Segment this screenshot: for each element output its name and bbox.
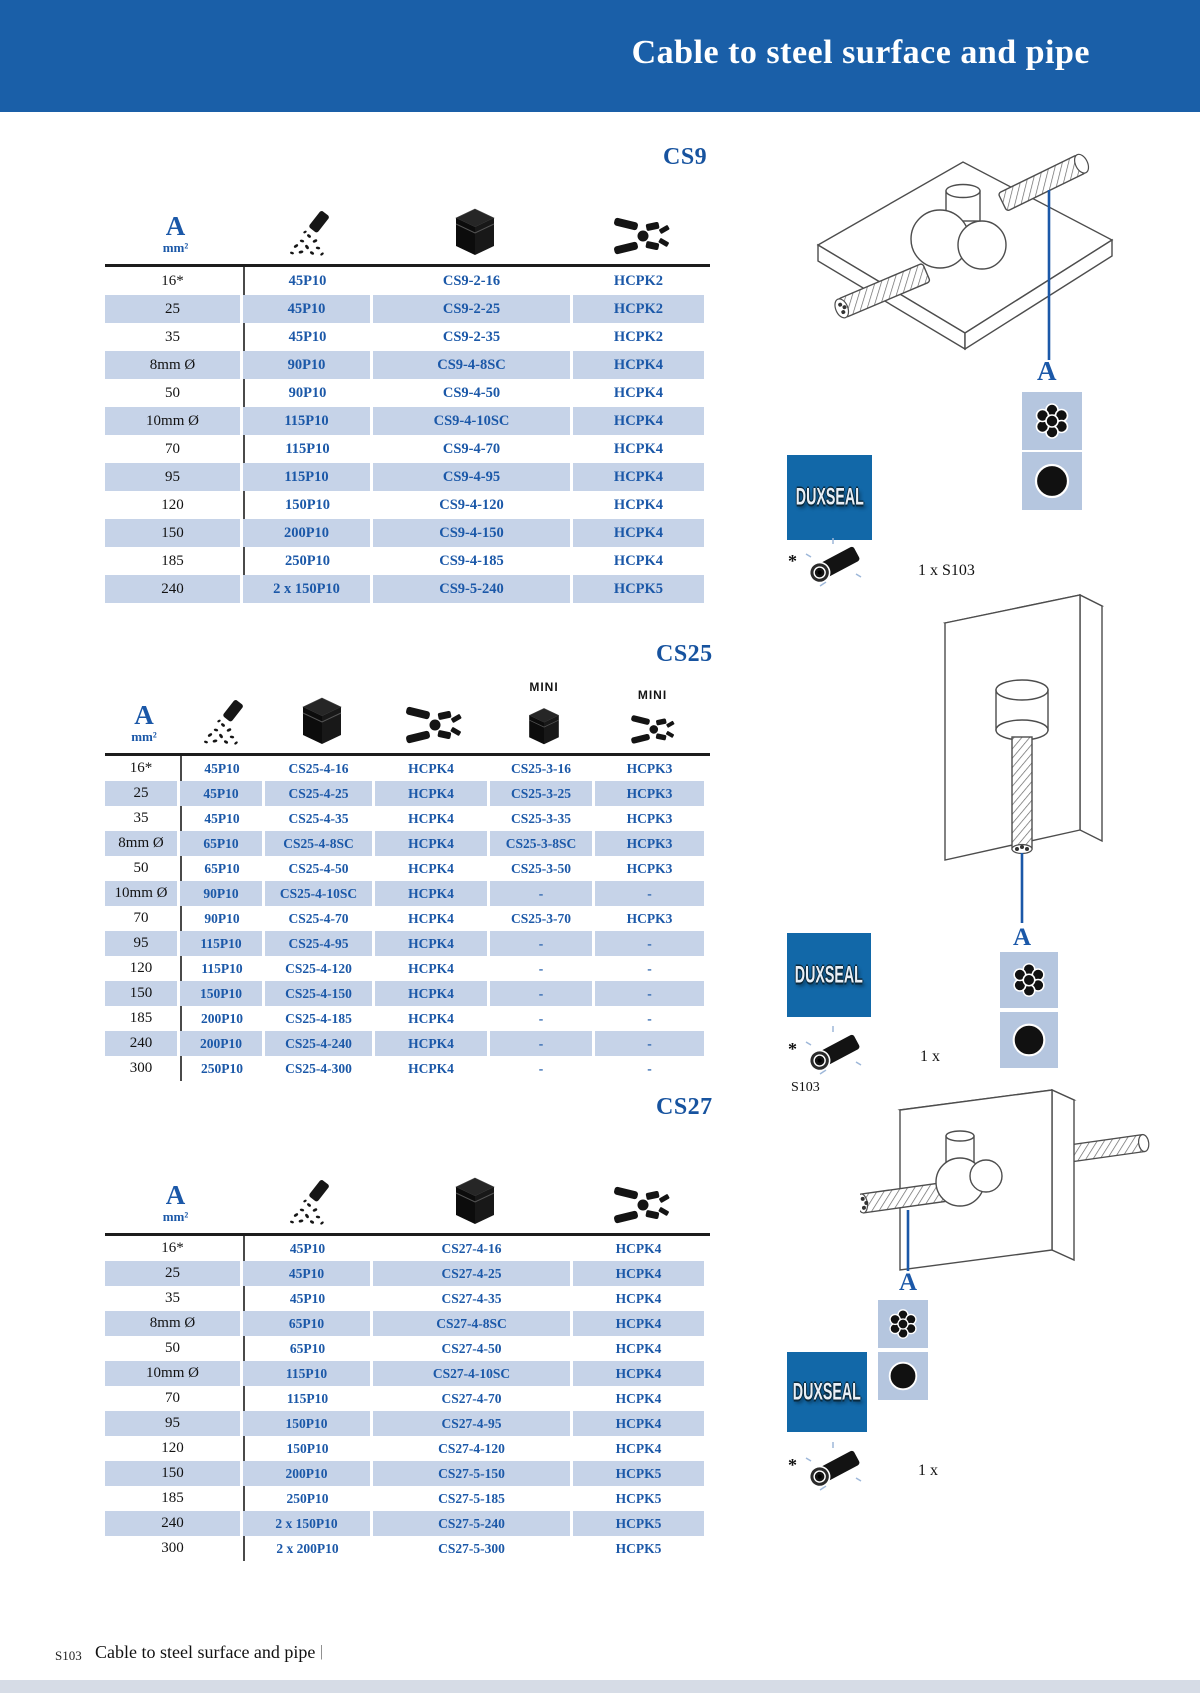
cell-conductor-size: 10mm Ø xyxy=(105,881,177,906)
cell-part-number: 65P10 xyxy=(180,856,262,881)
duxseal-logo xyxy=(787,1352,867,1432)
cell-conductor-size: 10mm Ø xyxy=(105,1361,240,1386)
cell-part-number: CS25-3-25 xyxy=(490,781,592,806)
cell-conductor-size: 185 xyxy=(161,552,184,569)
cell-part-number: 115P10 xyxy=(180,931,262,956)
cell-part-number: CS25-3-50 xyxy=(511,860,571,876)
cell-part-number: CS9-5-240 xyxy=(373,575,570,603)
column-header-size xyxy=(108,700,180,751)
cell-part-number: 115P10 xyxy=(243,407,370,435)
column-header-weld-metal-icon xyxy=(183,699,265,751)
cell-part-number: HCPK4 xyxy=(375,931,487,956)
cell-part-number: CS27-5-185 xyxy=(438,1490,505,1506)
duxseal-label: DUXSEAL xyxy=(794,961,864,989)
cell-part-number: CS9-2-25 xyxy=(373,295,570,323)
sleeve-note-cs9 xyxy=(788,536,864,597)
cell-part-number: 45P10 xyxy=(243,1236,370,1261)
cell-part-number: 115P10 xyxy=(243,1361,370,1386)
cell-part-number: - xyxy=(595,1031,704,1056)
cell-part-number: 45P10 xyxy=(243,323,370,351)
stranded-conductor-icon xyxy=(878,1300,928,1348)
cell-part-number: HCPK4 xyxy=(408,1060,454,1076)
cell-part-number: CS27-5-240 xyxy=(373,1511,570,1536)
mold-icon xyxy=(302,697,342,745)
cell-part-number: 250P10 xyxy=(243,1486,370,1511)
cell-part-number: HCPK5 xyxy=(573,575,704,603)
cell-conductor-size: 25 xyxy=(105,781,177,806)
cell-part-number: - xyxy=(595,981,704,1006)
cell-conductor-size: 240 xyxy=(105,1031,177,1056)
cell-part-number: 200P10 xyxy=(243,1461,370,1486)
cell-part-number: HCPK4 xyxy=(573,407,704,435)
pointer-label: A xyxy=(1013,924,1032,951)
cell-part-number: 115P10 xyxy=(180,956,262,981)
cell-part-number: HCPK3 xyxy=(626,760,673,776)
cell-conductor-size: 185 xyxy=(161,1490,184,1506)
cell-conductor-size: 8mm Ø xyxy=(105,831,177,856)
cell-part-number: 115P10 xyxy=(243,463,370,491)
cell-part-number: - xyxy=(595,881,704,906)
table-row xyxy=(105,1461,704,1486)
cell-part-number: CS25-4-150 xyxy=(265,981,372,1006)
column-header-weld-metal-icon xyxy=(246,1179,373,1231)
cell-part-number: HCPK4 xyxy=(573,463,704,491)
cell-part-number: 90P10 xyxy=(180,906,262,931)
cell-part-number: CS27-4-25 xyxy=(373,1261,570,1286)
cell-conductor-size: 25 xyxy=(105,295,240,323)
cell-part-number: CS25-4-300 xyxy=(285,1060,352,1076)
column-header-mold-icon xyxy=(376,1177,573,1231)
solid-conductor-icon xyxy=(1000,1012,1058,1068)
sleeve-note-cs27 xyxy=(788,1440,864,1501)
cell-part-number: - xyxy=(595,931,704,956)
cell-part-number: HCPK4 xyxy=(375,981,487,1006)
table-row xyxy=(105,881,704,906)
cell-part-number: 150P10 xyxy=(243,491,370,519)
cell-part-number: CS25-4-25 xyxy=(265,781,372,806)
table-row xyxy=(105,1386,704,1411)
cell-conductor-size: 70 xyxy=(165,1390,180,1406)
cell-part-number: HCPK4 xyxy=(615,1290,662,1306)
column-header-clamp-icon xyxy=(576,216,707,262)
pointer-label: A xyxy=(1037,356,1057,385)
mini-label: MINI xyxy=(529,680,559,694)
table-row xyxy=(105,519,704,547)
cell-part-number: HCPK4 xyxy=(573,1311,704,1336)
cell-conductor-size: 35 xyxy=(165,1290,180,1306)
weld-metal-icon xyxy=(287,1179,333,1225)
cell-part-number: - xyxy=(490,881,592,906)
cell-part-number: 45P10 xyxy=(180,806,262,831)
cell-conductor-size: 35 xyxy=(133,810,149,826)
cell-part-number: 45P10 xyxy=(243,1261,370,1286)
table-row xyxy=(105,1286,704,1311)
cell-part-number: HCPK4 xyxy=(613,440,664,457)
size-header-unit: mm² xyxy=(162,1209,189,1224)
page-footer xyxy=(0,1636,1200,1676)
stranded-conductor-icon xyxy=(1022,392,1082,450)
footer-title: Cable to steel surface and pipe xyxy=(95,1642,316,1662)
cell-part-number: HCPK4 xyxy=(375,1031,487,1056)
cell-part-number: HCPK4 xyxy=(573,1411,704,1436)
sleeve-code: S103 xyxy=(791,1080,820,1095)
cell-part-number: HCPK3 xyxy=(626,810,673,826)
cell-part-number: HCPK4 xyxy=(375,831,487,856)
duxseal-label: DUXSEAL xyxy=(795,483,864,512)
clamp-icon xyxy=(613,1185,671,1225)
parts-table-cs25 xyxy=(105,680,725,1081)
cell-part-number: HCPK2 xyxy=(613,328,664,345)
cell-part-number: HCPK2 xyxy=(613,272,664,289)
table-row xyxy=(105,806,704,831)
table-row xyxy=(105,931,704,956)
cell-part-number: HCPK5 xyxy=(615,1490,662,1506)
cell-part-number: CS27-4-120 xyxy=(438,1440,505,1456)
application-illustration-cs9 xyxy=(780,135,1160,385)
table-row xyxy=(105,491,704,519)
cell-conductor-size: 16* xyxy=(129,760,153,776)
cell-conductor-size: 70 xyxy=(165,440,180,457)
cell-part-number: 2 x 150P10 xyxy=(243,1511,370,1536)
quantity-note-cs27: 1 x xyxy=(918,1462,938,1479)
cell-part-number: 2 x 150P10 xyxy=(243,575,370,603)
cell-part-number: HCPK4 xyxy=(408,760,454,776)
duxseal-logo xyxy=(787,933,871,1017)
table-row xyxy=(105,351,704,379)
cell-part-number: HCPK4 xyxy=(408,810,454,826)
cell-part-number: - xyxy=(490,931,592,956)
cell-part-number: 65P10 xyxy=(243,1336,370,1361)
cell-conductor-size: 120 xyxy=(161,496,184,513)
cell-part-number: CS9-4-95 xyxy=(373,463,570,491)
cell-conductor-size: 50 xyxy=(165,1340,180,1356)
cell-conductor-size: 240 xyxy=(105,1511,240,1536)
size-header-unit: mm² xyxy=(162,240,189,255)
cell-part-number: CS27-4-70 xyxy=(441,1390,502,1406)
column-header-clamp-icon xyxy=(576,1185,707,1231)
cell-part-number: 250P10 xyxy=(180,1056,262,1081)
mold-icon xyxy=(455,1177,495,1225)
size-header-label: A xyxy=(165,211,186,242)
asterisk-marker: * xyxy=(788,1455,797,1475)
column-header-weld-metal-icon xyxy=(246,210,373,262)
cell-part-number: CS27-4-95 xyxy=(373,1411,570,1436)
cell-part-number: CS25-4-10SC xyxy=(265,881,372,906)
cell-part-number: CS9-4-10SC xyxy=(373,407,570,435)
column-header-size xyxy=(108,211,243,262)
cell-part-number: 2 x 200P10 xyxy=(243,1536,370,1561)
table-row xyxy=(105,1536,704,1561)
cell-part-number: 150P10 xyxy=(243,1436,370,1461)
cell-part-number: 45P10 xyxy=(243,295,370,323)
cell-part-number: HCPK4 xyxy=(615,1390,662,1406)
cell-conductor-size: 50 xyxy=(165,384,180,401)
table-row xyxy=(105,1236,704,1261)
cell-conductor-size: 95 xyxy=(105,1411,240,1436)
cell-part-number: HCPK4 xyxy=(573,519,704,547)
quantity-note-cs9: 1 x S103 xyxy=(918,562,975,579)
table-row xyxy=(105,1511,704,1536)
cell-part-number: HCPK4 xyxy=(615,1340,662,1356)
footer-divider: | xyxy=(320,1643,324,1660)
cell-part-number: CS25-4-35 xyxy=(288,810,349,826)
cell-part-number: HCPK3 xyxy=(626,860,673,876)
cell-part-number: CS27-4-10SC xyxy=(373,1361,570,1386)
column-header-clamp-icon xyxy=(378,705,490,751)
cell-part-number: HCPK3 xyxy=(595,781,704,806)
table-row xyxy=(105,1361,704,1386)
clamp-icon xyxy=(613,216,671,256)
cell-part-number: - xyxy=(647,1060,652,1076)
cell-part-number: HCPK4 xyxy=(615,1240,662,1256)
table-row xyxy=(105,435,704,463)
cell-conductor-size: 95 xyxy=(105,463,240,491)
cell-part-number: HCPK4 xyxy=(573,1361,704,1386)
cell-part-number: 150P10 xyxy=(243,1411,370,1436)
cell-part-number: 200P10 xyxy=(243,519,370,547)
mini-label: MINI xyxy=(637,688,668,702)
section-title-cs25: CS25 xyxy=(656,641,713,667)
cell-part-number: CS25-4-95 xyxy=(265,931,372,956)
clamp-icon xyxy=(405,705,463,745)
asterisk-marker: * xyxy=(788,551,797,571)
cell-part-number: 200P10 xyxy=(180,1031,262,1056)
cable-sleeve-icon xyxy=(800,1024,864,1085)
cell-part-number: CS25-4-240 xyxy=(265,1031,372,1056)
cell-conductor-size: 240 xyxy=(105,575,240,603)
cell-part-number: HCPK3 xyxy=(595,831,704,856)
size-header-label: A xyxy=(165,1180,186,1211)
table-row xyxy=(105,407,704,435)
cell-part-number: CS9-4-50 xyxy=(442,384,501,401)
cell-part-number: CS25-4-70 xyxy=(288,910,349,926)
cell-part-number: CS25-4-185 xyxy=(285,1010,352,1026)
cell-part-number: HCPK4 xyxy=(613,552,664,569)
cell-part-number: HCPK4 xyxy=(408,960,454,976)
solid-conductor-icon xyxy=(878,1352,928,1400)
cell-conductor-size: 8mm Ø xyxy=(105,1311,240,1336)
table-row xyxy=(105,906,704,931)
cell-conductor-size: 50 xyxy=(133,860,149,876)
cell-part-number: CS25-4-16 xyxy=(288,760,349,776)
pointer-label: A xyxy=(899,1269,918,1293)
table-row xyxy=(105,1261,704,1286)
cell-part-number: - xyxy=(538,1010,544,1026)
table-row xyxy=(105,1336,704,1361)
table-row xyxy=(105,856,704,881)
table-row xyxy=(105,463,704,491)
section-title-cs9: CS9 xyxy=(663,144,708,170)
mold-icon xyxy=(455,208,495,256)
cell-conductor-size: 16* xyxy=(161,1240,184,1256)
cell-part-number: 115P10 xyxy=(243,435,370,463)
cell-part-number: HCPK4 xyxy=(408,910,454,926)
cell-part-number: CS27-4-35 xyxy=(441,1290,502,1306)
cell-part-number: HCPK4 xyxy=(573,1261,704,1286)
cell-conductor-size: 35 xyxy=(165,328,180,345)
cell-part-number: HCPK4 xyxy=(613,384,664,401)
sleeve-note-cs25 xyxy=(788,1024,864,1085)
table-row xyxy=(105,1411,704,1436)
table-row xyxy=(105,1006,704,1031)
clamp-icon xyxy=(630,714,675,745)
cell-conductor-size: 150 xyxy=(105,519,240,547)
size-header-unit: mm² xyxy=(131,729,157,744)
column-header-size xyxy=(108,1180,243,1231)
cell-part-number: CS27-5-300 xyxy=(438,1540,505,1556)
asterisk-marker: * xyxy=(788,1039,797,1059)
cable-sleeve-icon xyxy=(800,1440,864,1501)
weld-metal-icon xyxy=(201,699,247,745)
cell-part-number: 45P10 xyxy=(243,1286,370,1311)
cell-part-number: 250P10 xyxy=(243,547,370,575)
footer-page-code: S103 xyxy=(55,1648,82,1663)
cable-sleeve-icon xyxy=(800,536,864,597)
cell-part-number: CS27-4-8SC xyxy=(373,1311,570,1336)
cell-part-number: - xyxy=(490,981,592,1006)
cell-conductor-size: 8mm Ø xyxy=(105,351,240,379)
table-row xyxy=(105,1311,704,1336)
mold-icon xyxy=(528,708,559,745)
parts-table-cs9 xyxy=(105,196,725,603)
column-header-mold-icon xyxy=(268,697,375,751)
cell-part-number: - xyxy=(538,960,544,976)
cell-part-number: 65P10 xyxy=(243,1311,370,1336)
cell-part-number: CS9-4-120 xyxy=(439,496,504,513)
cell-conductor-size: 300 xyxy=(129,1060,153,1076)
cell-part-number: CS25-4-120 xyxy=(285,960,352,976)
cell-part-number: CS25-4-50 xyxy=(288,860,349,876)
cell-part-number: CS9-4-70 xyxy=(442,440,501,457)
cell-part-number: CS9-2-16 xyxy=(442,272,501,289)
table-row xyxy=(105,1031,704,1056)
cell-part-number: CS9-4-150 xyxy=(373,519,570,547)
cell-conductor-size: 16* xyxy=(161,272,184,289)
cell-part-number: CS27-4-16 xyxy=(441,1240,502,1256)
cell-part-number: CS25-3-16 xyxy=(511,760,571,776)
cell-part-number: CS9-4-8SC xyxy=(373,351,570,379)
cell-part-number: CS9-4-185 xyxy=(439,552,504,569)
cell-conductor-size: 120 xyxy=(129,960,153,976)
cell-part-number: - xyxy=(538,1060,544,1076)
table-row xyxy=(105,831,704,856)
cell-part-number: 65P10 xyxy=(180,831,262,856)
stranded-conductor-icon xyxy=(1000,952,1058,1008)
table-row xyxy=(105,1486,704,1511)
table-row xyxy=(105,1436,704,1461)
duxseal-logo xyxy=(787,455,872,540)
application-illustration-cs25 xyxy=(930,585,1160,955)
table-row xyxy=(105,295,704,323)
cell-part-number: CS25-4-8SC xyxy=(265,831,372,856)
size-header-label: A xyxy=(134,700,154,731)
application-illustration-cs27 xyxy=(860,1078,1180,1293)
table-row xyxy=(105,547,704,575)
cell-part-number: 90P10 xyxy=(243,379,370,407)
table-row xyxy=(105,323,704,351)
cell-part-number: CS27-4-50 xyxy=(441,1340,502,1356)
cell-part-number: CS25-3-35 xyxy=(511,810,571,826)
cell-part-number: HCPK5 xyxy=(573,1511,704,1536)
cell-part-number: HCPK3 xyxy=(626,910,673,926)
cell-part-number: 150P10 xyxy=(180,981,262,1006)
cell-part-number: HCPK4 xyxy=(615,1440,662,1456)
column-header-clamp-icon-mini xyxy=(598,688,707,751)
cell-part-number: - xyxy=(647,1010,652,1026)
cell-part-number: 115P10 xyxy=(243,1386,370,1411)
page-header xyxy=(0,0,1200,112)
page-title: Cable to steel surface and pipe xyxy=(631,34,1090,71)
footer-accent-bar xyxy=(0,1680,1200,1693)
cell-part-number: HCPK5 xyxy=(615,1540,662,1556)
table-row xyxy=(105,981,704,1006)
cell-conductor-size: 10mm Ø xyxy=(105,407,240,435)
cell-part-number: 45P10 xyxy=(180,756,262,781)
cell-part-number: HCPK5 xyxy=(573,1461,704,1486)
solid-conductor-icon xyxy=(1022,452,1082,510)
cell-conductor-size: 70 xyxy=(133,910,149,926)
cell-part-number: - xyxy=(647,960,652,976)
cell-part-number: HCPK4 xyxy=(408,860,454,876)
table-row xyxy=(105,781,704,806)
cell-conductor-size: 150 xyxy=(105,981,177,1006)
cell-part-number: HCPK4 xyxy=(613,496,664,513)
cell-part-number: 90P10 xyxy=(243,351,370,379)
table-row xyxy=(105,379,704,407)
weld-metal-icon xyxy=(287,210,333,256)
cell-part-number: 90P10 xyxy=(180,881,262,906)
cell-part-number: CS9-2-35 xyxy=(442,328,501,345)
cell-part-number: 45P10 xyxy=(243,267,370,295)
cell-part-number: HCPK4 xyxy=(375,781,487,806)
parts-table-cs27 xyxy=(105,1170,725,1561)
quantity-note-cs25: 1 x xyxy=(920,1048,940,1065)
cell-conductor-size: 95 xyxy=(105,931,177,956)
column-header-mold-icon xyxy=(376,208,573,262)
table-row xyxy=(105,1056,704,1081)
cell-conductor-size: 150 xyxy=(105,1461,240,1486)
table-row xyxy=(105,756,704,781)
cell-part-number: CS25-3-8SC xyxy=(490,831,592,856)
cell-part-number: CS25-3-70 xyxy=(511,910,571,926)
cell-conductor-size: 185 xyxy=(129,1010,153,1026)
cell-part-number: HCPK2 xyxy=(573,295,704,323)
duxseal-label: DUXSEAL xyxy=(792,1378,862,1406)
cell-part-number: CS27-5-150 xyxy=(373,1461,570,1486)
cell-part-number: HCPK4 xyxy=(573,351,704,379)
cell-part-number: 45P10 xyxy=(180,781,262,806)
cell-part-number: 200P10 xyxy=(180,1006,262,1031)
table-row xyxy=(105,267,704,295)
table-row xyxy=(105,575,704,603)
cell-part-number: HCPK4 xyxy=(375,881,487,906)
cell-conductor-size: 25 xyxy=(105,1261,240,1286)
cell-conductor-size: 120 xyxy=(161,1440,184,1456)
section-title-cs27: CS27 xyxy=(656,1094,713,1120)
cell-conductor-size: 300 xyxy=(161,1540,184,1556)
column-header-mold-icon-mini xyxy=(493,680,595,751)
cell-part-number: - xyxy=(490,1031,592,1056)
cell-part-number: HCPK4 xyxy=(408,1010,454,1026)
table-row xyxy=(105,956,704,981)
